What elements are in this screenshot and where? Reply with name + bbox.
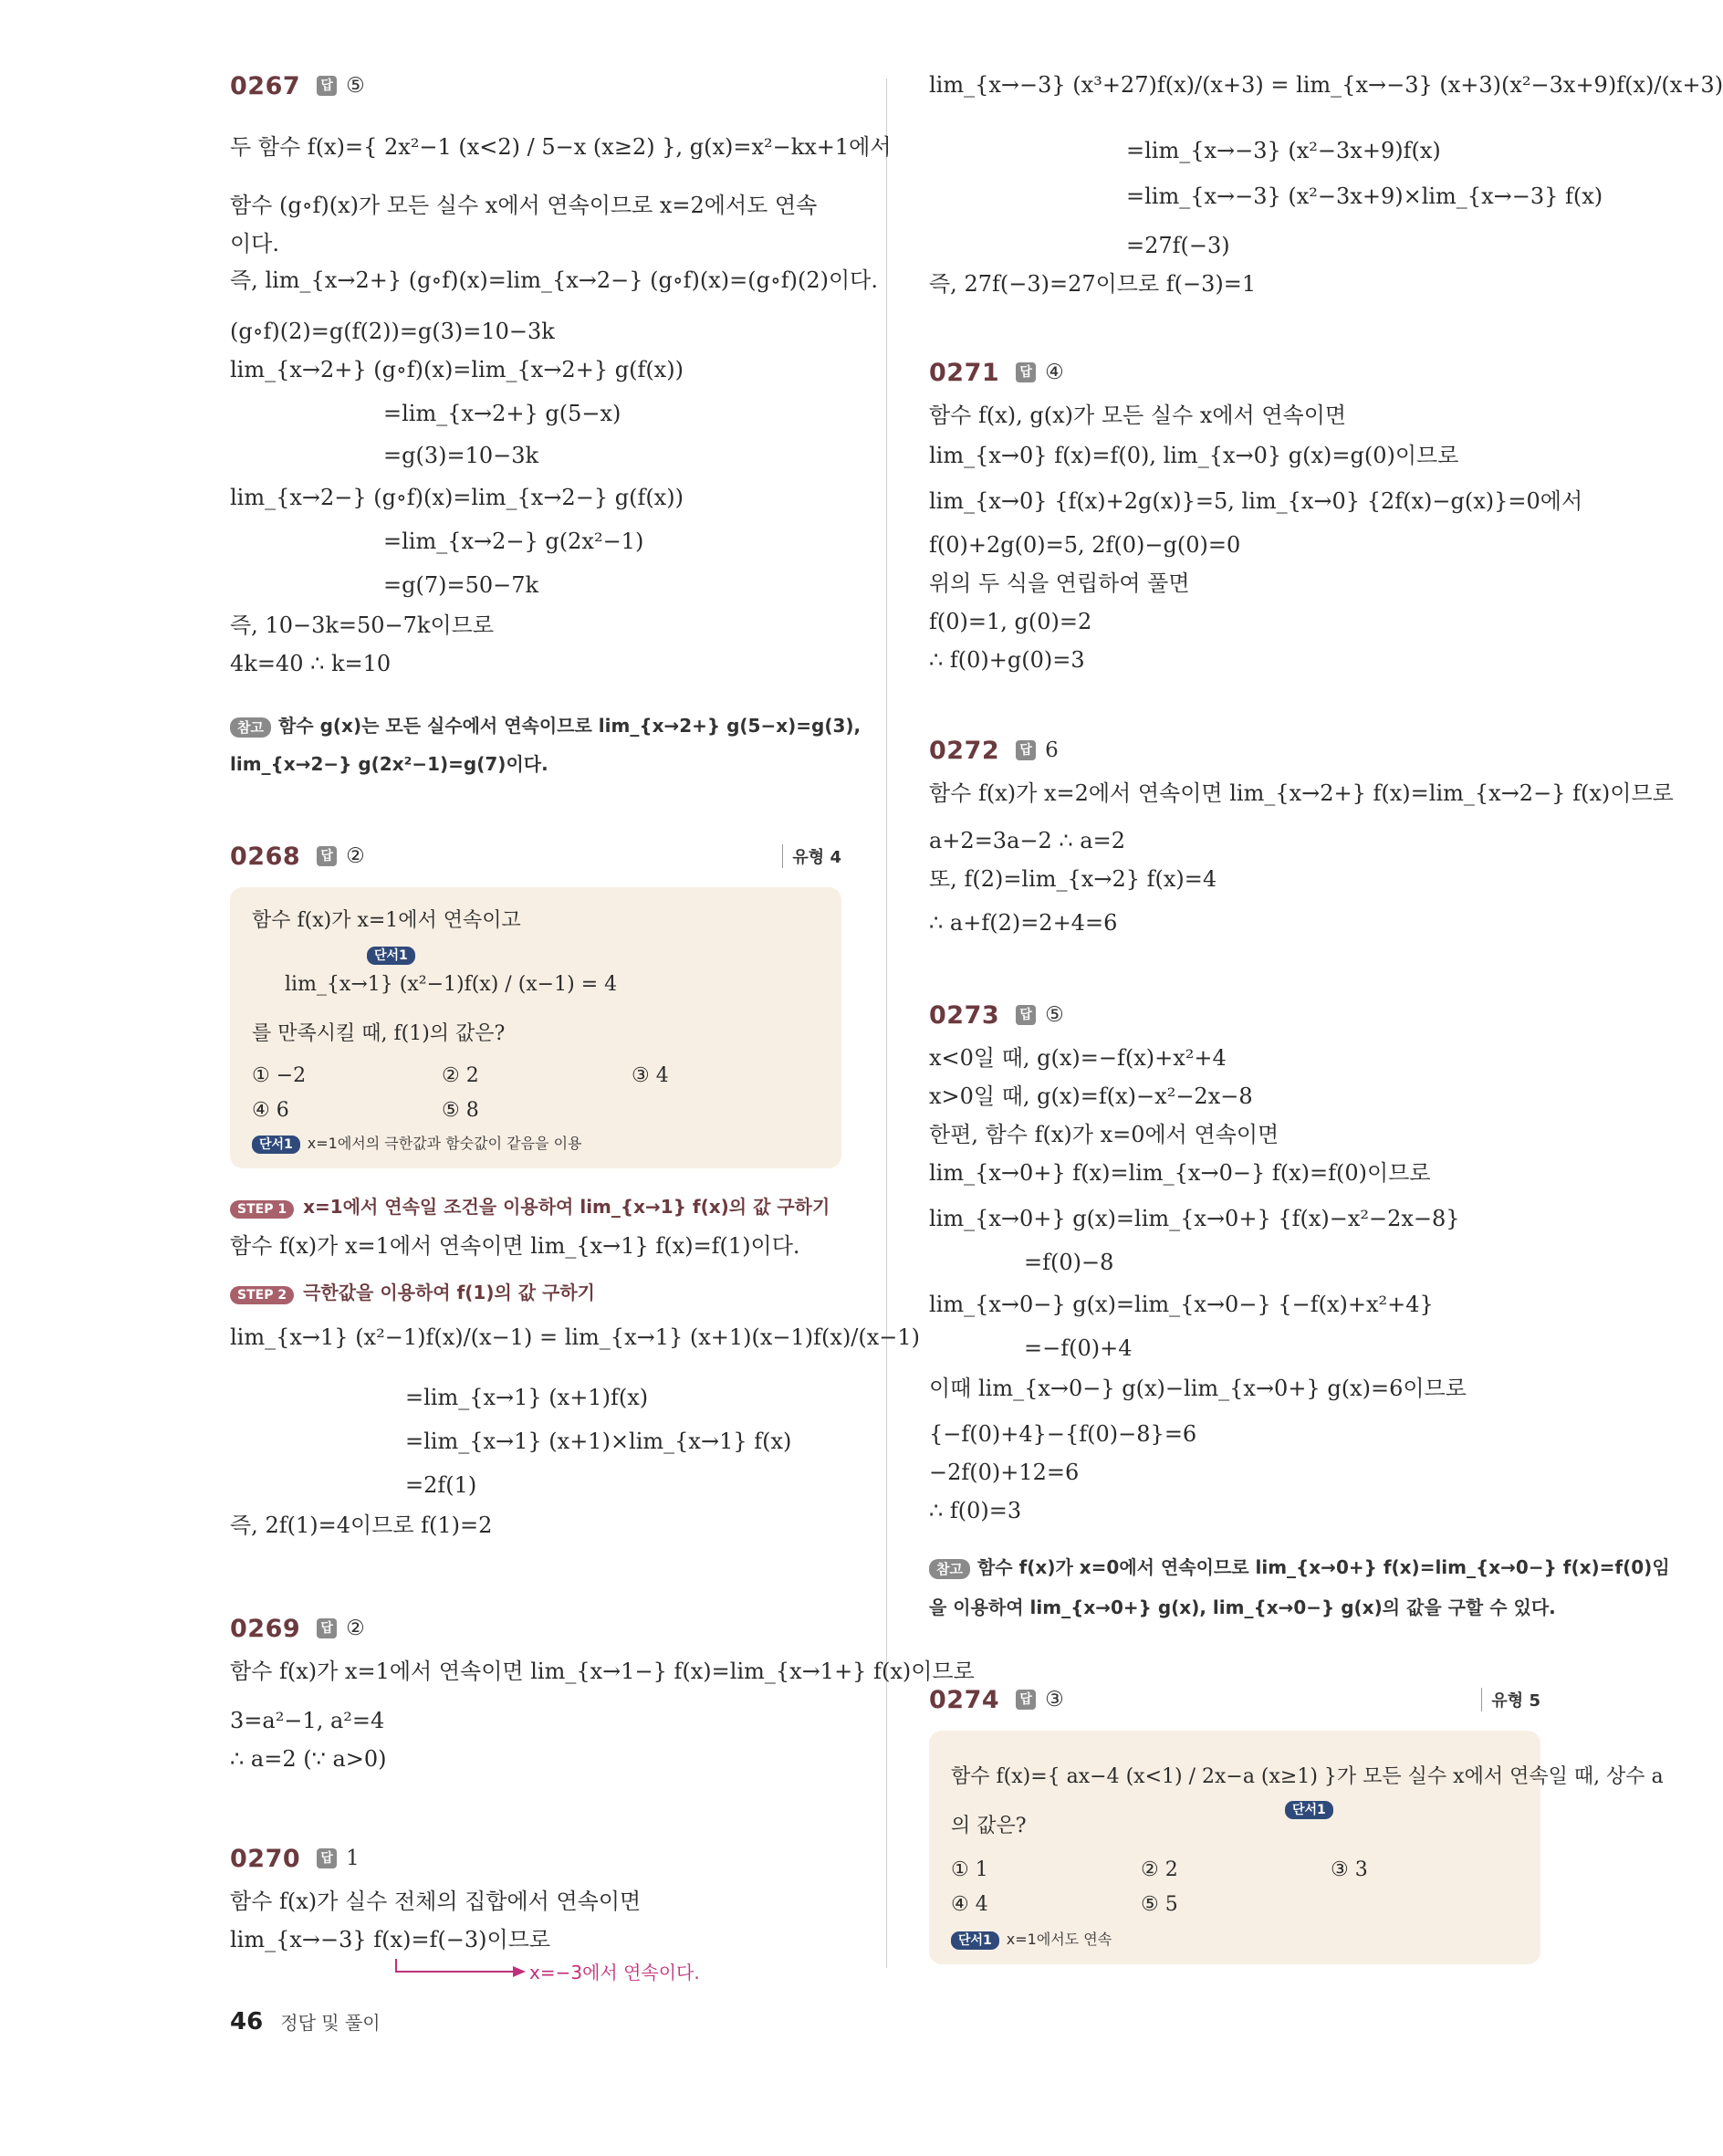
solution-line: =g(7)=50−7k: [383, 572, 539, 598]
problem-number: 0273: [929, 1000, 1000, 1030]
answer-value: ④: [1045, 361, 1064, 384]
answer-badge: 답: [317, 76, 337, 96]
solution-line: (g∘f)(2)=g(f(2))=g(3)=10−3k: [230, 319, 555, 344]
solution-line: 즉, 27f(−3)=27이므로 f(−3)=1: [929, 271, 1257, 297]
problem-box: [929, 1731, 1664, 1964]
problem-header-0272: [929, 732, 1059, 769]
side-note: x=−3에서 연속이다.: [529, 1962, 700, 1983]
problem-line: 함수 f(x)가 x=1에서 연속이고: [252, 909, 521, 932]
answer-badge: 답: [1016, 1690, 1036, 1710]
answer-badge: 답: [1016, 740, 1036, 760]
answer-badge: 답: [1016, 362, 1036, 382]
solution-line: lim_{x→0−} g(x)=lim_{x→0−} {−f(x)+x²+4}: [929, 1292, 1434, 1317]
solution-line: 함수 f(x), g(x)가 모든 실수 x에서 연속이면: [929, 403, 1347, 428]
hint-marker: [367, 940, 423, 968]
solution-line: 즉, 10−3k=50−7k이므로: [230, 612, 495, 638]
solution-line: =lim_{x→−3} (x²−3x+9)×lim_{x→−3} f(x): [1126, 183, 1603, 209]
problem-line: 의 값은?: [951, 1815, 1027, 1837]
solution-line: 즉, lim_{x→2+} (g∘f)(x)=lim_{x→2−} (g∘f)(x)=(g∘f)(2)이다.: [230, 267, 878, 293]
solution-line: lim_{x→−3} (x³+27)f(x)/(x+3) = lim_{x→−3} (x+3)(x²−3x+9)f(x)/(x+3): [929, 72, 1723, 98]
solution-line: f(0)+2g(0)=5, 2f(0)−g(0)=0: [929, 532, 1241, 558]
answer-value: ②: [346, 844, 365, 868]
solution-line: x>0일 때, g(x)=f(x)−x²−2x−8: [929, 1083, 1253, 1109]
problem-header-0273: [929, 997, 1064, 1033]
type-label: 유형 4: [782, 844, 841, 868]
solution-line: =27f(−3): [1126, 233, 1230, 258]
hint-tag: 단서1: [367, 947, 415, 965]
problem-line: 함수 f(x)={ ax−4 (x<1) / 2x−a (x≥1) }가 모든 실수 x에서 연속일 때, 상수 a: [951, 1765, 1664, 1788]
note-text: 함수 f(x)가 x=0에서 연속이므로 lim_{x→0+} f(x)=lim_{x→0−} f(x)=f(0)임: [976, 1556, 1670, 1578]
problem-header-0270: [230, 1840, 360, 1877]
solution-line: a+2=3a−2 ∴ a=2: [929, 828, 1125, 853]
choice[interactable]: ④ 4: [951, 1893, 988, 1916]
choice[interactable]: ③ 3: [1331, 1858, 1368, 1881]
solution-line: =lim_{x→1} (x+1)f(x): [405, 1385, 649, 1410]
solution-line: 즉, 2f(1)=4이므로 f(1)=2: [230, 1512, 493, 1538]
problem-header-0271: [929, 354, 1064, 391]
choice[interactable]: ④ 6: [252, 1099, 289, 1122]
hint-line: [951, 1926, 1112, 1953]
answer-badge: 답: [317, 1618, 337, 1638]
solution-line: ∴ a=2 (∵ a>0): [230, 1746, 387, 1772]
choice[interactable]: ① 1: [951, 1858, 988, 1881]
choice[interactable]: ⑤ 5: [1141, 1893, 1178, 1916]
choice[interactable]: ③ 4: [632, 1064, 669, 1087]
solution-line: 함수 f(x)가 x=1에서 연속이면 lim_{x→1−} f(x)=lim_{x→1+} f(x)이므로: [230, 1659, 975, 1684]
solution-line: =g(3)=10−3k: [383, 443, 539, 468]
note-line: [230, 712, 861, 739]
solution-line: lim_{x→2−} (g∘f)(x)=lim_{x→2−} g(f(x)): [230, 485, 684, 510]
solution-line: =2f(1): [405, 1472, 477, 1498]
choice[interactable]: ① −2: [252, 1064, 307, 1087]
page-number: 46: [230, 2008, 264, 2036]
problem-number: 0267: [230, 71, 301, 100]
solution-line: 위의 두 식을 연립하여 풀면: [929, 570, 1190, 596]
solution-line: x<0일 때, g(x)=−f(x)+x²+4: [929, 1045, 1227, 1071]
answer-value: 1: [346, 1847, 360, 1870]
solution-line: −2f(0)+12=6: [929, 1460, 1080, 1485]
solution-line: 이때 lim_{x→0−} g(x)−lim_{x→0+} g(x)=6이므로: [929, 1376, 1467, 1401]
solution-line: =−f(0)+4: [1024, 1335, 1133, 1361]
hint-text: x=1에서도 연속: [1006, 1931, 1112, 1948]
step-text: x=1에서 연속일 조건을 이용하여 lim_{x→1} f(x)의 값 구하기: [303, 1196, 830, 1218]
answer-badge: 답: [317, 1848, 337, 1868]
problem-number: 0270: [230, 1844, 301, 1873]
note-text: 함수 g(x)는 모든 실수에서 연속이므로 lim_{x→2+} g(5−x)=g(3),: [277, 715, 862, 737]
problem-number: 0268: [230, 842, 301, 871]
answer-badge: 답: [1016, 1005, 1036, 1025]
problem-header-0268: [230, 838, 841, 874]
note-line: [929, 1554, 1670, 1581]
choice[interactable]: ⑤ 8: [442, 1099, 479, 1122]
problem-number: 0269: [230, 1614, 301, 1643]
problem-header-0267: [230, 68, 365, 104]
solution-line: 이다.: [230, 231, 279, 256]
note-badge: 참고: [929, 1559, 970, 1579]
problem-line: 를 만족시킬 때, f(1)의 값은?: [252, 1022, 506, 1045]
solution-line: 함수 f(x)가 x=2에서 연속이면 lim_{x→2+} f(x)=lim_{x→2−} f(x)이므로: [929, 780, 1674, 806]
note-line: 을 이용하여 lim_{x→0+} g(x), lim_{x→0−} g(x)의 값을 구할 수 있다.: [929, 1596, 1556, 1618]
hint-tag: 단서1: [252, 1136, 300, 1154]
step-heading: [230, 1278, 595, 1306]
note-badge: 참고: [230, 717, 271, 738]
problem-number: 0274: [929, 1685, 1000, 1714]
hint-tag: 단서1: [1285, 1801, 1333, 1819]
step-heading: [230, 1192, 830, 1220]
solution-line: ∴ f(0)+g(0)=3: [929, 647, 1085, 673]
type-label: 유형 5: [1481, 1688, 1540, 1711]
hint-text: x=1에서의 극한값과 함숫값이 같음을 이용: [307, 1135, 582, 1152]
step-badge: STEP 2: [230, 1286, 294, 1304]
solution-line: 또, f(2)=lim_{x→2} f(x)=4: [929, 866, 1217, 892]
hint-tag: 단서1: [951, 1931, 999, 1950]
page-title: 정답 및 풀이: [280, 2012, 381, 2034]
solution-line: lim_{x→2+} (g∘f)(x)=lim_{x→2+} g(f(x)): [230, 357, 684, 382]
note-line: lim_{x→2−} g(2x²−1)=g(7)이다.: [230, 753, 548, 775]
solution-line: lim_{x→−3} f(x)=f(−3)이므로: [230, 1927, 551, 1952]
problem-number: 0272: [929, 736, 1000, 765]
problem-header-0274: [929, 1681, 1540, 1718]
problem-line: lim_{x→1} (x²−1)f(x) / (x−1) = 4: [285, 973, 618, 996]
solution-line: 함수 f(x)가 x=1에서 연속이면 lim_{x→1} f(x)=f(1)이다.: [230, 1233, 800, 1259]
solution-line: 3=a²−1, a²=4: [230, 1708, 385, 1733]
solution-line: =lim_{x→2−} g(2x²−1): [383, 529, 644, 554]
solution-line: 함수 f(x)가 실수 전체의 집합에서 연속이면: [230, 1889, 642, 1914]
solution-line: 4k=40 ∴ k=10: [230, 651, 392, 676]
page-footer: [230, 2008, 381, 2036]
problem-header-0269: [230, 1610, 365, 1647]
solution-line: {−f(0)+4}−{f(0)−8}=6: [929, 1421, 1197, 1447]
solution-line: =lim_{x→2+} g(5−x): [383, 401, 621, 426]
solution-line: 한편, 함수 f(x)가 x=0에서 연속이면: [929, 1122, 1279, 1147]
problem-box: [230, 887, 841, 1168]
step-badge: STEP 1: [230, 1200, 294, 1219]
solution-line: =lim_{x→1} (x+1)×lim_{x→1} f(x): [405, 1429, 792, 1454]
solution-line: lim_{x→0+} g(x)=lim_{x→0+} {f(x)−x²−2x−8}: [929, 1206, 1460, 1231]
solution-line: =lim_{x→−3} (x²−3x+9)f(x): [1126, 138, 1441, 163]
solution-line: 두 함수 f(x)={ 2x²−1 (x<2) / 5−x (x≥2) }, g(x)=x²−kx+1에서: [230, 134, 892, 160]
answer-value: ②: [346, 1617, 365, 1640]
answer-value: ⑤: [346, 74, 365, 98]
hint-line: [252, 1130, 582, 1157]
solution-line: lim_{x→0+} f(x)=lim_{x→0−} f(x)=f(0)이므로: [929, 1160, 1431, 1186]
solution-line: ∴ a+f(2)=2+4=6: [929, 910, 1118, 936]
choice[interactable]: ② 2: [1141, 1858, 1178, 1881]
choice[interactable]: ② 2: [442, 1064, 479, 1087]
solution-line: lim_{x→1} (x²−1)f(x)/(x−1) = lim_{x→1} (x+1)(x−1)f(x)/(x−1): [230, 1324, 921, 1350]
answer-value: ③: [1045, 1688, 1064, 1711]
solution-line: lim_{x→0} {f(x)+2g(x)}=5, lim_{x→0} {2f(x)−g(x)}=0에서: [929, 488, 1583, 514]
hint-marker: [1285, 1795, 1341, 1822]
answer-badge: 답: [317, 846, 337, 866]
solution-line: =f(0)−8: [1024, 1250, 1114, 1275]
answer-value: ⑤: [1045, 1003, 1064, 1027]
step-text: 극한값을 이용하여 f(1)의 값 구하기: [303, 1282, 595, 1303]
solution-line: lim_{x→0} f(x)=f(0), lim_{x→0} g(x)=g(0)이므로: [929, 443, 1459, 468]
problem-number: 0271: [929, 358, 1000, 387]
solution-line: f(0)=1, g(0)=2: [929, 609, 1092, 634]
solution-line: ∴ f(0)=3: [929, 1498, 1022, 1523]
answer-value: 6: [1045, 738, 1059, 762]
arrow-connector: [394, 1944, 531, 1981]
solution-line: 함수 (g∘f)(x)가 모든 실수 x에서 연속이므로 x=2에서도 연속: [230, 193, 818, 218]
